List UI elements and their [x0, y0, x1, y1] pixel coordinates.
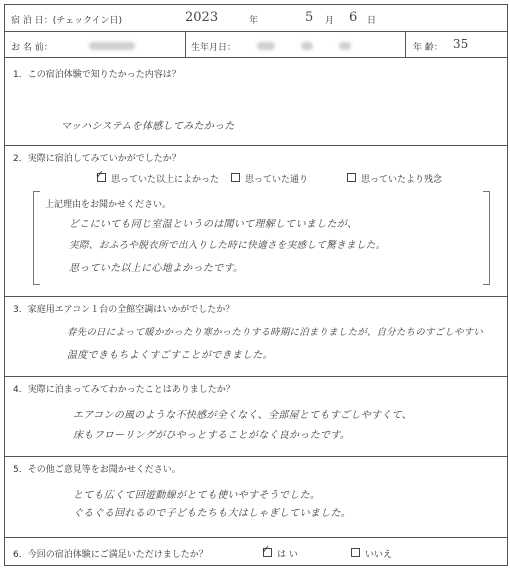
stay-year: 2023: [185, 10, 219, 25]
answer-line: 床もフローリングがひやっとすることがなく良かったです。: [73, 430, 351, 441]
question-6: [5, 537, 507, 565]
stay-date-row: [5, 5, 507, 32]
questionnaire-sheet: [4, 4, 508, 566]
age-label: 年 齢：: [413, 43, 443, 53]
answer-line: 春先の日によって暖かかったり寒かったりする時期に泊まりましたが、自分たちのすごしやすい: [67, 327, 484, 338]
stay-month: 5: [305, 10, 314, 25]
answer-line: 実際、おふろや脱衣所で出入りした時に快適さを実感して驚きました。: [69, 240, 386, 251]
answer-line: 温度できもちよくすごすことができました。: [67, 350, 273, 361]
question-2: [5, 145, 507, 297]
day-unit: 日: [367, 16, 377, 26]
answer-line: マッハシステムを体感してみたかった: [61, 121, 235, 132]
redacted-name: [89, 42, 135, 50]
divider: [405, 31, 406, 57]
redacted-birth-year: [257, 42, 275, 50]
stay-date-label: 宿 泊 日：(チェックイン日): [11, 16, 123, 26]
age-value: 35: [453, 37, 469, 51]
question-3-label: 3．家庭用エアコン１台の全館空調はいかがでしたか？: [13, 305, 235, 315]
answer-line: 思っていた以上に心地よかったです。: [69, 263, 244, 274]
option-label: 思っていた通り: [245, 175, 309, 185]
redacted-birth-day: [339, 42, 351, 50]
option-label: いいえ: [365, 550, 393, 560]
checkbox[interactable]: [347, 173, 356, 182]
question-6-label: 6．今回の宿泊体験にご満足いただけましたか？: [13, 550, 208, 560]
option-label: 思っていた以上によかった: [111, 175, 220, 185]
question-1: [5, 57, 507, 146]
question-5-label: 5．その他ご意見等をお聞かせください。: [13, 465, 181, 475]
question-3: [5, 296, 507, 377]
month-unit: 月: [325, 16, 335, 26]
question-2-label: 2．実際に宿泊してみていかがでしたか？: [13, 154, 181, 164]
checkbox[interactable]: [231, 173, 240, 182]
option-label: 思っていたより残念: [361, 175, 443, 185]
answer-line: どこにいても同じ室温というのは聞いて理解していましたが、: [69, 219, 358, 230]
question-5: [5, 456, 507, 538]
answer-line: ぐるぐる回れるので子どもたちも大はしゃぎしていました。: [73, 508, 352, 519]
checkbox[interactable]: [351, 548, 360, 557]
stay-day: 6: [349, 10, 358, 25]
divider: [185, 31, 186, 57]
answer-line: エアコンの風のような不快感が全くなく、全部屋とてもすごしやすくて、: [73, 410, 412, 421]
birth-label: 生年月日：: [191, 43, 237, 53]
reason-label: 上記理由をお聞かせください。: [45, 200, 172, 210]
redacted-birth-month: [301, 42, 313, 50]
check-mark: ✓: [261, 543, 271, 556]
name-row: [5, 31, 507, 58]
question-4: [5, 376, 507, 457]
bracket-right: [483, 191, 490, 285]
check-mark: ✓: [95, 168, 105, 181]
name-label: お 名 前：: [11, 43, 53, 53]
question-1-label: 1．この宿泊体験で知りたかった内容は？: [13, 70, 181, 80]
year-unit: 年: [249, 16, 259, 26]
question-4-label: 4．実際に泊まってみてわかったことはありましたか？: [13, 385, 235, 395]
bracket-left: [33, 191, 40, 285]
option-label: は い: [277, 550, 298, 560]
answer-line: とても広くて回遊動線がとても使いやすそうでした。: [73, 490, 321, 501]
